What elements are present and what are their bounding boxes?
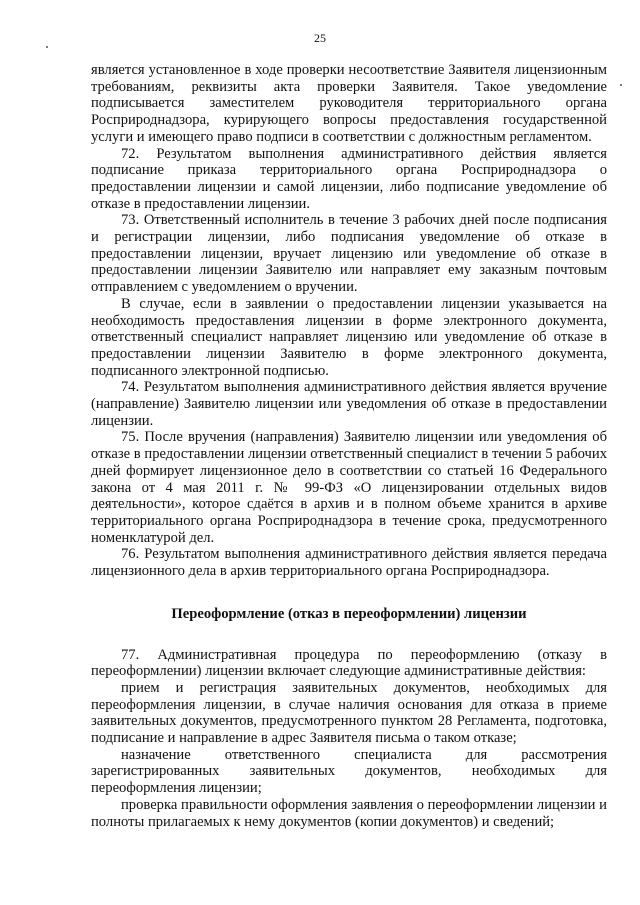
paragraph-electronic-form: В случае, если в заявлении о предоставлении лицензии указывается на необходимость предоставления лицензии в форме электронного документа, ответственный специалист направляет лицензию или уведомление об отказе в предоставлении лицензии Заявителю в форме электронного документа, подписанного электронной подписью. bbox=[91, 295, 607, 379]
list-item-assignment: назначение ответственного специалиста для рассмотрения зарегистрированных заявительных документов, необходимых для переоформления лицензии; bbox=[91, 746, 607, 797]
paragraph-75: 75. После вручения (направления) Заявителю лицензии или уведомления об отказе в предоставлении лицензии ответственный специалист в течении 5 рабочих дней формирует лицензионное дело в соответствии со статьей 16 Федерального закона от 4 мая 2011 г. № 99-ФЗ «О лицензировании отдельных видов деятельности», которое сдаётся в архив и в полном объеме хранится в архиве территориального органа Росприроднадзора в течение срока, предусмотренного номенклатурой дел. bbox=[91, 429, 607, 546]
paragraph-73: 73. Ответственный исполнитель в течение 3 рабочих дней после подписания и регистрации лицензии, либо подписания уведомление об отказе в предоставлении лицензии, вручает лицензию или уведомление об отказе в предоставлении лицензии Заявителю или направляет ему заказным почтовым отправлением с уведомлением о вручении. bbox=[91, 212, 607, 296]
paragraph-continuation: является установленное в ходе проверки несоответствие Заявителя лицензионным требованиям, реквизиты акта проверки Заявителя. Такое уведомление подписывается заместителем руководителя территориального органа Росприроднадзора, курирующего вопросы предоставления государственной услуги и имеющего право подписи в соответствии с должностным регламентом. bbox=[91, 62, 607, 145]
paragraph-77: 77. Административная процедура по переоформлению (отказу в переоформлении) лицензии включает следующие административные действия: bbox=[91, 646, 607, 680]
document-body bbox=[91, 62, 607, 830]
scan-speck bbox=[46, 46, 48, 48]
list-item-reception: прием и регистрация заявительных документов, необходимых для переоформления лицензии, в случае наличия основания для отказа в приеме заявительных документов, предусмотренного пунктом 28 Регламента, подготовка, подписание и направление в адрес Заявителя письма о таком отказе; bbox=[91, 679, 607, 747]
paragraph-72: 72. Результатом выполнения административного действия является подписание приказа территориального органа Росприроднадзора о предоставлении лицензии и самой лицензии, либо подписание уведомление об отказе в предоставлении лицензии. bbox=[91, 145, 607, 212]
paragraph-76: 76. Результатом выполнения административного действия является передача лицензионного дела в архив территориального органа Росприроднадзора. bbox=[91, 546, 607, 580]
section-heading: Переоформление (отказ в переоформлении) лицензии bbox=[171, 605, 527, 622]
scan-speck bbox=[620, 84, 622, 86]
paragraph-74: 74. Результатом выполнения административного действия является вручение (направление) Заявителю лицензии или уведомления об отказе в предоставлении лицензии. bbox=[91, 379, 607, 429]
page-number: 25 bbox=[314, 31, 326, 45]
list-item-verification: проверка правильности оформления заявления о переоформлении лицензии и полноты прилагаемых к нему документов (копии документов) и сведений; bbox=[91, 796, 607, 830]
